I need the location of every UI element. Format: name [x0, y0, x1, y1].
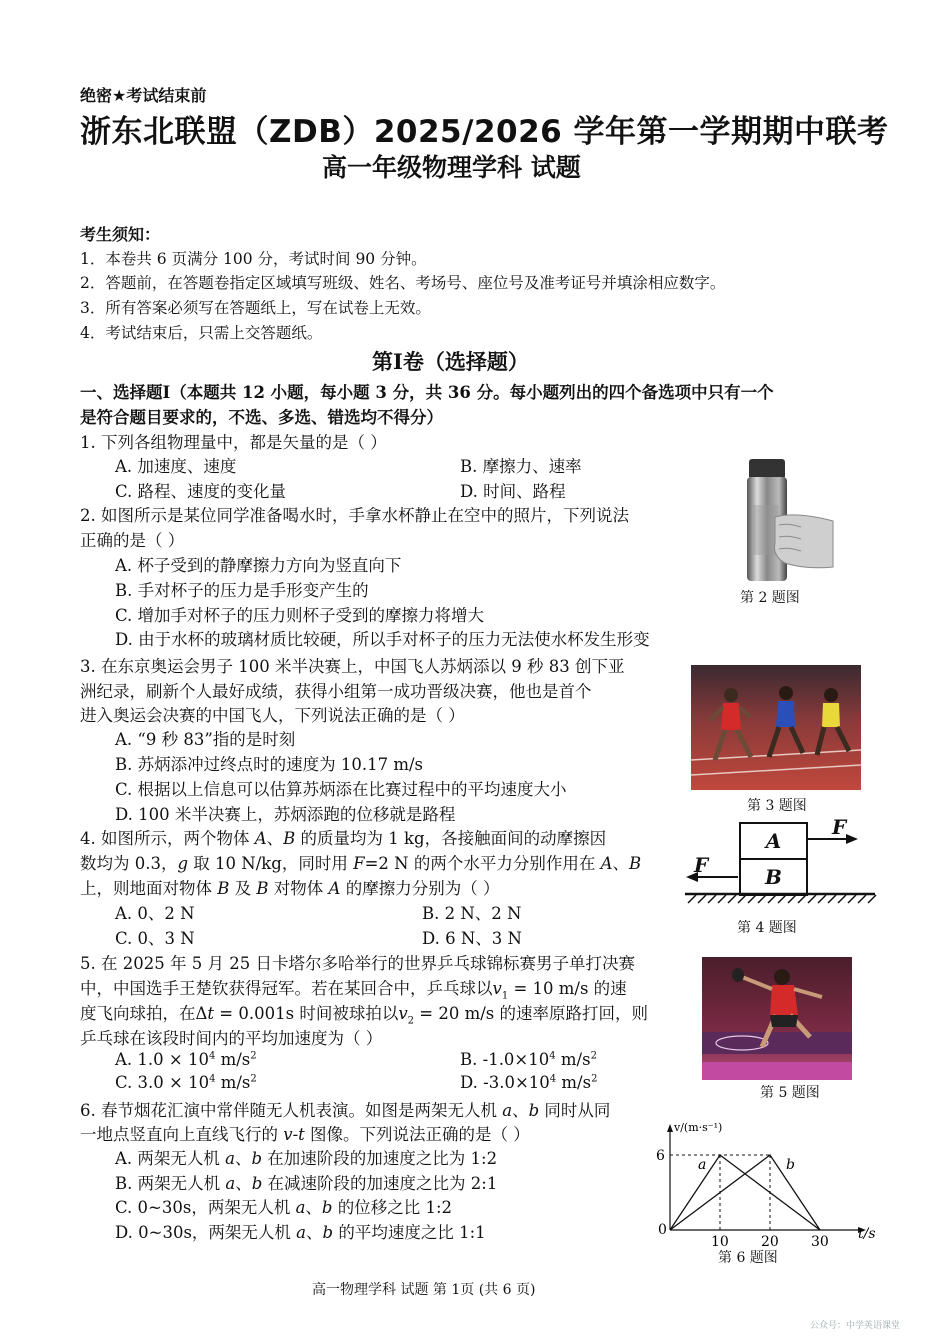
q5-stem: 度飞向球拍，在Δt = 0.001s 时间被球拍以$v_2 = 20$ m/s 的速率原路打回，则 [80, 1004, 649, 1027]
chart-axes [667, 1124, 866, 1233]
x-tick-label: 30 [811, 1234, 829, 1250]
chart-series [670, 1155, 820, 1230]
x-tick-label: 0 [658, 1222, 667, 1238]
y-axis-arrow [667, 1124, 673, 1132]
q4-stem: 数均为 0.3，g 取 10 N/kg，同时用 F=2 N 的两个水平力分别作用在 A、B [80, 854, 642, 873]
q4-option-d: D. 6 N、3 N [422, 929, 522, 948]
series-label-a: a [698, 1157, 707, 1173]
notice-item: 1．本卷共 6 页满分 100 分，考试时间 90 分钟。 [80, 250, 427, 268]
sprinters-photo [691, 665, 861, 790]
q6-option-d: D. 0~30s，两架无人机 a、b 的平均速度之比 1:1 [115, 1223, 486, 1242]
page-title: 浙东北联盟（ZDB）2025/2026 学年第一学期期中联考 [80, 114, 889, 150]
notice-item: 2．答题前，在答题卷指定区域填写班级、姓名、考场号、座位号及准考证号并填涂相应数字。 [80, 274, 726, 292]
secret-label: 绝密★考试结束前 [80, 86, 207, 105]
notice-heading: 考生须知： [80, 225, 161, 244]
force-label-left: F [694, 853, 709, 877]
q3-option-d: D. 100 米半决赛上，苏炳添跑的位移就是路程 [115, 805, 456, 824]
figure-caption: 第 2 题图 [740, 590, 800, 606]
force-diagram [680, 815, 880, 915]
q3-option-b: B. 苏炳添冲过终点时的速度为 10.17 m/s [115, 755, 424, 774]
notice-item: 3．所有答案必须写在答题纸上，写在试卷上无效。 [80, 299, 431, 317]
section-instructions: 一、选择题Ⅰ（本题共 12 小题，每小题 3 分，共 36 分。每小题列出的四个备选项中只有一个 [80, 383, 774, 402]
x-tick-label: 20 [761, 1234, 779, 1250]
q5-option-b: B. $-1.0\times 10^4$ $m/s^2$ [460, 1050, 597, 1069]
q2-option-c: C. 增加手对杯子的压力则杯子受到的摩擦力将增大 [115, 606, 485, 625]
q1-option-b: B. 摩擦力、速率 [460, 457, 582, 476]
q6-stem: 一地点竖直向上直线飞行的 v-t 图像。下列说法正确的是（ ） [80, 1125, 530, 1144]
figure-caption: 第 6 题图 [718, 1250, 778, 1266]
section-instructions: 是符合题目要求的，不选、多选、错选均不得分） [80, 408, 443, 427]
force-label-right: F [832, 815, 847, 839]
thermos-photo [735, 455, 835, 585]
q2-stem: 正确的是（ ） [80, 531, 185, 550]
vt-chart [652, 1120, 877, 1250]
series-a [670, 1155, 820, 1230]
q5-stem: 5. 在 2025 年 5 月 25 日卡塔尔多哈举行的世界乒乓球锦标赛男子单打决赛 [80, 954, 635, 973]
q5-option-d: D. $-3.0\times 10^4$ $m/s^2$ [460, 1073, 598, 1092]
q1-option-a: A. 加速度、速度 [115, 457, 237, 476]
series-b [670, 1155, 820, 1230]
q5-stem: 乒乓球在该段时间内的平均加速度为（ ） [80, 1029, 383, 1048]
force-arrow-right-head [846, 834, 858, 844]
q6-option-a: A. 两架无人机 a、b 在加速阶段的加速度之比为 1:2 [115, 1149, 498, 1168]
ground-hatching [688, 895, 876, 903]
q2-option-a: A. 杯子受到的静摩擦力方向为竖直向下 [115, 556, 402, 575]
q2-stem: 2. 如图所示是某位同学准备喝水时，手拿水杯静止在空中的照片，下列说法 [80, 506, 629, 525]
q3-option-a: A. “9 秒 83”指的是时刻 [115, 730, 296, 749]
q3-stem: 3. 在东京奥运会男子 100 米半决赛上，中国飞人苏炳添以 9 秒 83 创下亚 [80, 657, 625, 676]
q1-stem: 1. 下列各组物理量中，都是矢量的是（ ） [80, 433, 387, 452]
y-axis-label: v/(m·s⁻¹) [674, 1121, 723, 1134]
q1-option-d: D. 时间、路程 [460, 482, 566, 501]
chart-labels [656, 1121, 876, 1250]
q1-option-c: C. 路程、速度的变化量 [115, 482, 287, 501]
q4-stem: 上，则地面对物体 B 及 B 对物体 A 的摩擦力分别为（ ） [80, 879, 500, 898]
figure-caption: 第 4 题图 [737, 920, 797, 936]
x-tick-label: 10 [711, 1234, 729, 1250]
q3-stem: 进入奥运会决赛的中国飞人，下列说法正确的是（ ） [80, 706, 465, 725]
page-footer: 高一物理学科 试题 第 1页 (共 6 页) [312, 1282, 536, 1298]
section-title: 第Ⅰ卷（选择题） [372, 349, 529, 374]
x-axis-label: t/s [858, 1226, 876, 1242]
q6-stem: 6. 春节烟花汇演中常伴随无人机表演。如图是两架无人机 a、b 同时从同 [80, 1101, 611, 1120]
q6-option-c: C. 0~30s，两架无人机 a、b 的位移之比 1:2 [115, 1198, 453, 1217]
q5-option-a: A. $1.0 \times 10^4$ $m/s^2$ [115, 1050, 257, 1069]
q4-option-b: B. 2 N、2 N [422, 904, 522, 923]
series-label-b: b [786, 1157, 795, 1173]
q4-option-c: C. 0、3 N [115, 929, 195, 948]
block-a: A [739, 822, 808, 860]
notice-item: 4．考试结束后，只需上交答题纸。 [80, 324, 323, 342]
figure-caption: 第 5 题图 [760, 1085, 820, 1101]
q4-stem: 4. 如图所示，两个物体 A、B 的质量均为 1 kg，各接触面间的动摩擦因 [80, 829, 607, 848]
watermark: 公众号：中学英语课堂 [810, 1321, 901, 1331]
q2-option-b: B. 手对杯子的压力是手形变产生的 [115, 581, 369, 600]
page-subtitle: 高一年级物理学科 试题 [322, 153, 581, 182]
table-tennis-photo [702, 957, 852, 1080]
q3-stem: 洲纪录，刷新个人最好成绩，获得小组第一成功晋级决赛，他也是首个 [80, 682, 592, 701]
q6-option-b: B. 两架无人机 a、b 在减速阶段的加速度之比为 2:1 [115, 1174, 498, 1193]
y-tick-label: 6 [656, 1148, 665, 1164]
q3-option-c: C. 根据以上信息可以估算苏炳添在比赛过程中的平均速度大小 [115, 780, 567, 799]
figure-caption: 第 3 题图 [747, 798, 807, 814]
q5-stem: 中，中国选手王楚钦获得冠军。若在某回合中，乒乓球以$v_1 = 10$ m/s 的速 [80, 979, 627, 1002]
block-b: B [739, 858, 808, 896]
q2-option-d: D. 由于水杯的玻璃材质比较硬，所以手对杯子的压力无法使水杯发生形变 [115, 630, 650, 649]
q4-option-a: A. 0、2 N [115, 904, 195, 923]
q5-option-c: C. $3.0 \times 10^4$ $m/s^2$ [115, 1073, 257, 1092]
